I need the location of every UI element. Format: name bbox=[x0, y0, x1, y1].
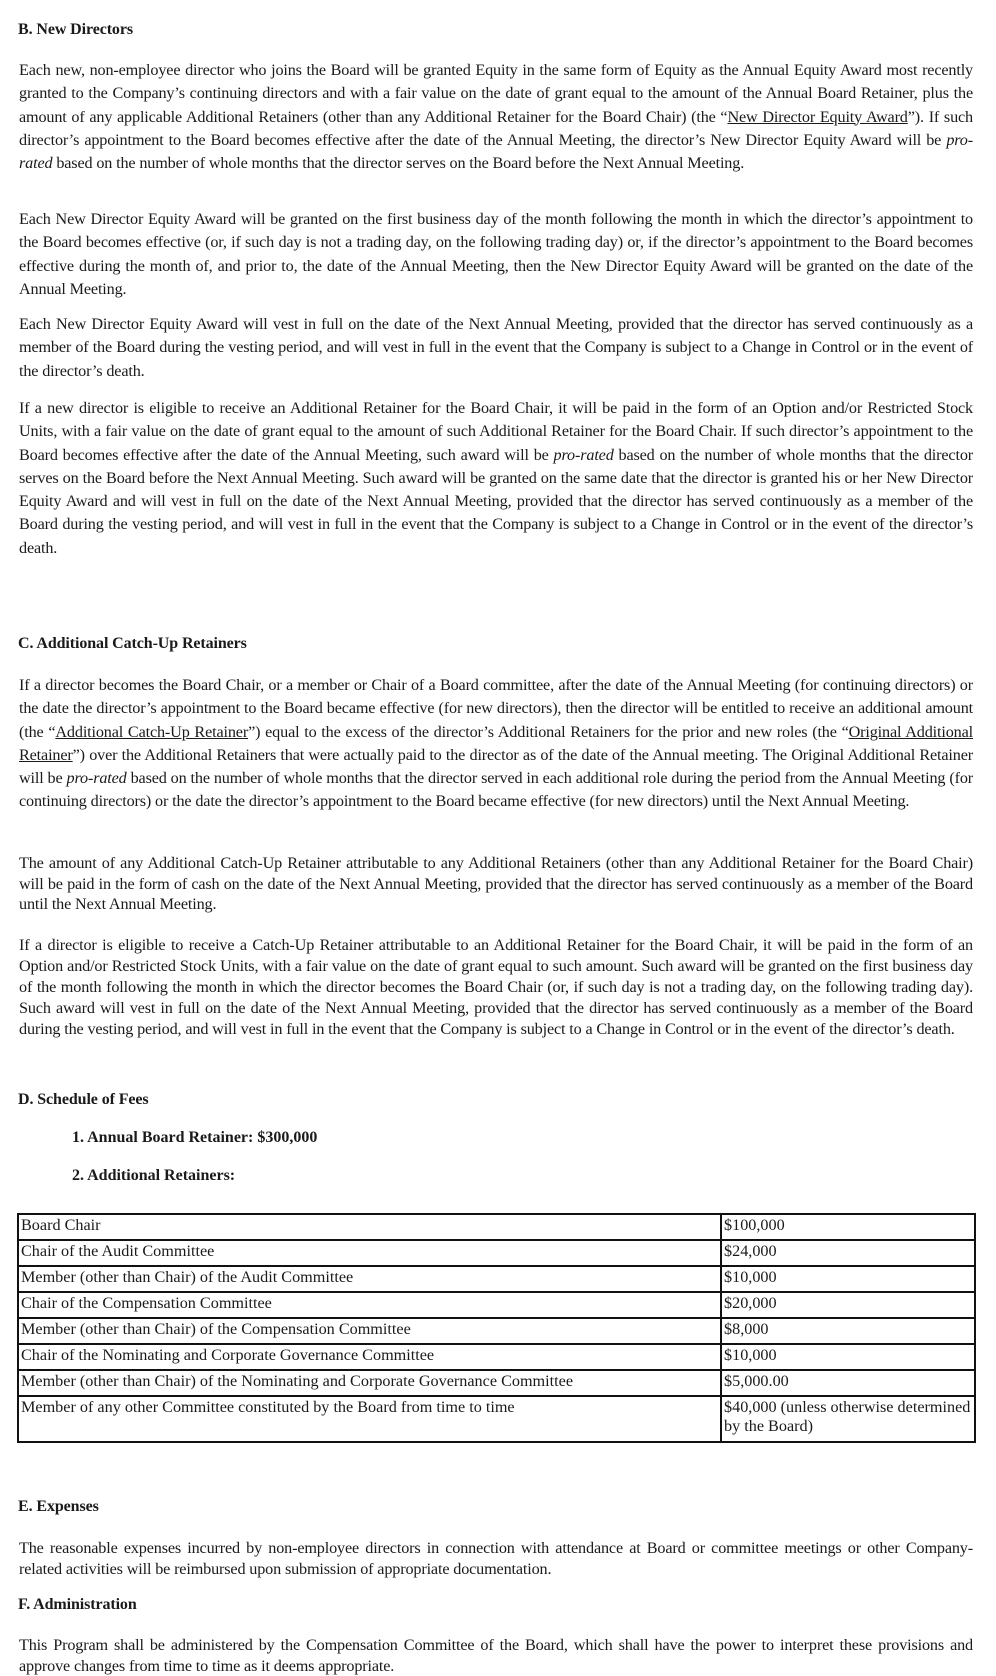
fee-cell: $24,000 bbox=[721, 1240, 975, 1266]
table-row bbox=[18, 1396, 975, 1442]
section-e-heading: E. Expenses bbox=[18, 1498, 99, 1515]
annual-board-retainer-item: 1. Annual Board Retainer: $300,000 bbox=[72, 1129, 318, 1146]
defined-term-additional-catch-up-retainer: Additional Catch-Up Retainer bbox=[55, 722, 249, 741]
role-cell: Chair of the Audit Committee bbox=[18, 1240, 721, 1266]
defined-term-original-additional-retainer: Original Additional Retainer bbox=[19, 722, 973, 764]
table-row bbox=[18, 1240, 975, 1266]
section-e-paragraph-1: The reasonable expenses incurred by non-employee directors in connection with attendance at Board or committee meetings or other Company-related activities will be reimbursed upon submission of appropriate documentation. bbox=[19, 1539, 973, 1578]
role-cell: Board Chair bbox=[18, 1214, 721, 1240]
section-d-heading: D. Schedule of Fees bbox=[18, 1091, 149, 1108]
table-row bbox=[18, 1292, 975, 1318]
role-cell: Member (other than Chair) of the Compensation Committee bbox=[18, 1318, 721, 1344]
section-c-heading: C. Additional Catch-Up Retainers bbox=[18, 635, 247, 652]
table-row bbox=[18, 1370, 975, 1396]
defined-term-new-director-equity-award: New Director Equity Award bbox=[727, 107, 908, 126]
section-c-paragraph-2: The amount of any Additional Catch-Up Retainer attributable to any Additional Retainers (other than any Additional Retainer for the Board Chair) will be paid in the form of cash on the date of the Next Annual Meeting, provided that the director has served continuously as a member of the Board until the Next Annual Meeting. bbox=[19, 854, 973, 913]
section-b-paragraph-1: Each new, non-employee director who joins the Board will be granted Equity in the same form of Equity as the Annual Equity Award most recently granted to the Company’s continuing directors and with a fair value on the date of grant equal to the amount of the Annual Board Retainer, plus the amount of any applicable Additional Retainers (other than any Additional Retainer for the Board Chair) (the “New Director Equity Award”). If such director’s appointment to the Board becomes effective after the date of the Annual Meeting, the director’s New Director Equity Award will be pro-rated based on the number of whole months that the director serves on the Board before the Next Annual Meeting. bbox=[19, 61, 973, 173]
role-cell: Chair of the Nominating and Corporate Governance Committee bbox=[18, 1344, 721, 1370]
role-cell: Member (other than Chair) of the Audit Committee bbox=[18, 1266, 721, 1292]
role-cell: Chair of the Compensation Committee bbox=[18, 1292, 721, 1318]
fee-cell: $20,000 bbox=[721, 1292, 975, 1318]
section-f-heading: F. Administration bbox=[18, 1596, 137, 1613]
additional-retainers-table bbox=[17, 1213, 976, 1443]
section-f-paragraph-1: This Program shall be administered by the Compensation Committee of the Board, which shall have the power to interpret these provisions and approve changes from time to time as it deems appropriate. bbox=[19, 1636, 973, 1675]
role-cell: Member of any other Committee constituted by the Board from time to time bbox=[18, 1396, 721, 1442]
fee-cell: $100,000 bbox=[721, 1214, 975, 1240]
section-c-paragraph-3: If a director is eligible to receive a Catch-Up Retainer attributable to an Additional Retainer for the Board Chair, it will be paid in the form of an Option and/or Restricted Stock Units, with a fair value on the date of grant equal to such amount. Such award will be granted on the first business day of the month following the month in which the director becomes the Board Chair (or, if such day is not a trading day, on the following trading day). Such award will vest in full on the date of the Next Annual Meeting, provided that the director has served continuously as a member of the Board during the vesting period, and will vest in full in the event that the Company is subject to a Change in Control or in the event of the director’s death. bbox=[19, 936, 973, 1038]
fee-cell: $8,000 bbox=[721, 1318, 975, 1344]
fee-cell: $5,000.00 bbox=[721, 1370, 975, 1396]
fee-cell: $10,000 bbox=[721, 1344, 975, 1370]
table-row bbox=[18, 1266, 975, 1292]
section-b-heading: B. New Directors bbox=[18, 21, 133, 38]
section-c-paragraph-1: If a director becomes the Board Chair, or a member or Chair of a Board committee, after the date of the Annual Meeting (for continuing directors) or the date the director’s appointment to the Board became effective (for new directors), then the director will be entitled to receive an additional amount (the “Additional Catch-Up Retainer”) equal to the excess of the director’s Additional Retainers for the prior and new roles (the “Original Additional Retainer”) over the Additional Retainers that were actually paid to the director as of the date of the Annual meeting. The Original Additional Retainer will be pro-rated based on the number of whole months that the director served in each additional role during the period from the Annual Meeting (for continuing directors) or the date the director’s appointment to the Board became effective (for new directors) until the Next Annual Meeting. bbox=[19, 676, 973, 811]
table-row bbox=[18, 1344, 975, 1370]
role-cell: Member (other than Chair) of the Nominating and Corporate Governance Committee bbox=[18, 1370, 721, 1396]
table-row bbox=[18, 1318, 975, 1344]
fee-cell: $10,000 bbox=[721, 1266, 975, 1292]
section-b-paragraph-2: Each New Director Equity Award will be granted on the first business day of the month following the month in which the director’s appointment to the Board becomes effective (or, if such day is not a trading day, on the following trading day) or, if the director’s appointment to the Board becomes effective during the month of, and prior to, the date of the Annual Meeting, then the New Director Equity Award will be granted on the date of the Annual Meeting. bbox=[19, 210, 973, 298]
section-b-paragraph-4: If a new director is eligible to receive an Additional Retainer for the Board Chair, it will be paid in the form of an Option and/or Restricted Stock Units, with a fair value on the date of grant equal to the amount of such Additional Retainer for the Board Chair. If such director’s appointment to the Board becomes effective after the date of the Annual Meeting, such award will be pro-rated based on the number of whole months that the director serves on the Board before the Next Annual Meeting. Such award will be granted on the same date that the director is granted his or her New Director Equity Award and will vest in full on the date of the Next Annual Meeting, provided that the director has served continuously as a member of the Board during the vesting period, and will vest in full in the event that the Company is subject to a Change in Control or in the event of the director’s death. bbox=[19, 399, 973, 557]
table-row bbox=[18, 1214, 975, 1240]
section-b-paragraph-3: Each New Director Equity Award will vest in full on the date of the Next Annual Meeting, provided that the director has served continuously as a member of the Board during the vesting period, and will vest in full in the event that the Company is subject to a Change in Control or in the event of the director’s death. bbox=[19, 315, 973, 380]
fee-cell: $40,000 (unless otherwise determined by the Board) bbox=[721, 1396, 975, 1442]
additional-retainers-item: 2. Additional Retainers: bbox=[72, 1167, 236, 1184]
